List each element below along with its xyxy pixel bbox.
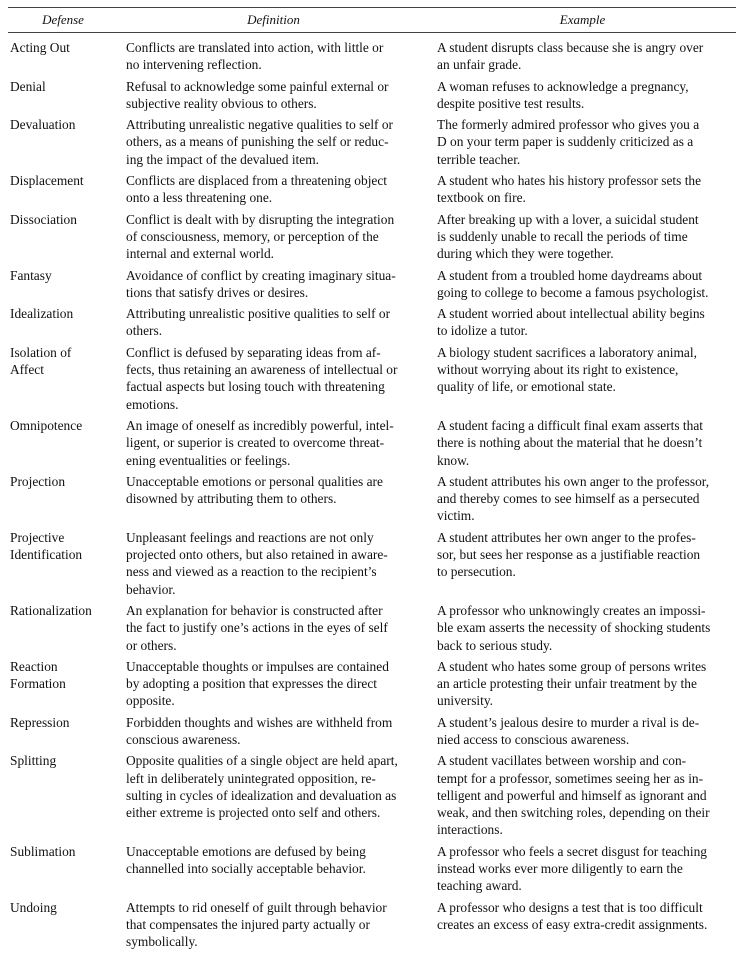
table-row <box>8 897 736 953</box>
defense-definition: Attempts to rid oneself of guilt through behavior that compensates the injured party actually or symbolically. <box>126 899 387 950</box>
defense-name: Acting Out <box>10 40 70 55</box>
table-row <box>8 303 736 342</box>
defense-definition: Unacceptable emotions or personal qualities are disowned by attributing them to others. <box>126 473 383 507</box>
defense-definition: Unacceptable thoughts or impulses are contained by adopting a position that expresses the direct opposite. <box>126 658 389 709</box>
table-row <box>8 209 736 265</box>
table-body <box>8 33 736 953</box>
defense-example: After breaking up with a lover, a suicidal student is suddenly unable to recall the periods of time during which they were together. <box>437 211 699 262</box>
defense-name: Displacement <box>10 173 84 189</box>
header-definition: Definition <box>118 8 429 33</box>
defense-definition: Conflict is defused by separating ideas from af- fects, thus retaining an awareness of intellectual or factual aspects but losing touch with threatening emotions. <box>126 344 398 412</box>
defense-name: Projection <box>10 473 66 489</box>
defense-name: Omnipotence <box>10 417 83 433</box>
defense-definition: Avoidance of conflict by creating imaginary situa- tions that satisfy drives or desires. <box>126 267 396 300</box>
defense-definition: Conflicts are translated into action, with little or no intervening reflection. <box>126 40 384 73</box>
table-row <box>8 527 736 600</box>
defense-example: A student vacillates between worship and con- tempt for a professor, sometimes seeing her as in- telligent and powerful and himself as ignorant and weak, and then switching roles, depending on their interactions. <box>437 753 710 838</box>
defense-example: A student’s jealous desire to murder a rival is de- nied access to conscious awareness. <box>437 714 700 747</box>
defense-name: Rationalization <box>10 602 92 618</box>
table-row <box>8 415 736 471</box>
table-row <box>8 114 736 170</box>
table-row <box>8 841 736 897</box>
table-row <box>8 170 736 209</box>
defense-example: A professor who feels a secret disgust for teaching instead works ever more diligently to earn the teaching award. <box>437 843 707 894</box>
defense-name: Isolation of Affect <box>10 344 72 378</box>
defense-definition: Unpleasant feelings and reactions are not only projected onto others, but also retained in aware- ness and viewed as a reaction to the recipient’s behavior. <box>126 529 388 597</box>
defense-name: Projective Identification <box>10 529 83 563</box>
defense-example: A professor who unknowingly creates an impossi- ble exam asserts the necessity of shocking students back to serious study. <box>437 602 711 653</box>
defense-example: A biology student sacrifices a laboratory animal, without worrying about its right to existence, quality of life, or emotional state. <box>437 344 697 395</box>
defense-example: A student worried about intellectual ability begins to idolize a tutor. <box>437 306 705 339</box>
header-example: Example <box>429 8 736 33</box>
table-header <box>8 8 736 33</box>
table-row <box>8 750 736 840</box>
defense-mechanisms-table <box>8 7 736 953</box>
defense-definition: Opposite qualities of a single object are held apart, left in deliberately unintegrated opposition, re- sulting in cycles of idealization and devaluation as either extreme is projected onto self and others. <box>126 753 398 821</box>
defense-definition: Conflict is dealt with by disrupting the integration of consciousness, memory, or perception of the internal and external world. <box>126 211 395 262</box>
defense-name: Fantasy <box>10 267 52 283</box>
table-row <box>8 265 736 304</box>
defense-definition: Attributing unrealistic positive qualities to self or others. <box>126 306 391 339</box>
defense-definition: Unacceptable emotions are defused by being channelled into socially acceptable behavior. <box>126 843 366 877</box>
table-row <box>8 656 736 712</box>
table-row <box>8 712 736 751</box>
defense-name: Repression <box>10 714 70 730</box>
defense-example: A professor who designs a test that is too difficult creates an excess of easy extra-credit assignments. <box>437 899 708 932</box>
defense-definition: Conflicts are displaced from a threatening object onto a less threatening one. <box>126 173 388 206</box>
defense-example: A student who hates his history professor sets the textbook on fire. <box>437 173 702 206</box>
table-row <box>8 342 736 415</box>
header-defense: Defense <box>8 8 118 33</box>
header-row <box>8 8 736 33</box>
defense-definition: An image of oneself as incredibly powerful, intel- ligent, or superior is created to overcome threat- ening eventualities or feelings. <box>126 417 394 468</box>
defense-name: Sublimation <box>10 843 76 859</box>
defense-example: A student who hates some group of persons writes an article protesting their unfair treatment by the university. <box>437 658 707 709</box>
table-row <box>8 33 736 76</box>
defense-example: A woman refuses to acknowledge a pregnancy, despite positive test results. <box>437 78 689 111</box>
table-row <box>8 600 736 656</box>
table-row <box>8 76 736 115</box>
defense-definition: An explanation for behavior is constructed after the fact to justify one’s actions in the eyes of self or others. <box>126 602 388 653</box>
defense-definition: Forbidden thoughts and wishes are withheld from conscious awareness. <box>126 714 393 747</box>
defense-name: Reaction Formation <box>10 658 66 692</box>
defense-definition: Refusal to acknowledge some painful external or subjective reality obvious to others. <box>126 78 389 111</box>
defense-definition: Attributing unrealistic negative qualities to self or others, as a means of punishing the self or reduc- ing the impact of the devalued item. <box>126 117 394 167</box>
defense-name: Splitting <box>10 753 57 769</box>
defense-example: A student facing a difficult final exam asserts that there is nothing about the material that he doesn’t know. <box>437 417 704 468</box>
defense-name: Idealization <box>10 306 74 322</box>
defense-example: A student attributes his own anger to the professor, and thereby comes to see himself as a persecuted victim. <box>437 473 710 524</box>
defense-name: Undoing <box>10 899 57 915</box>
defense-name: Denial <box>10 78 46 94</box>
defense-example: A student from a troubled home daydreams about going to college to become a famous psychologist. <box>437 267 709 300</box>
defense-example: A student disrupts class because she is angry over an unfair grade. <box>437 40 704 73</box>
defense-name: Devaluation <box>10 117 76 133</box>
defense-example: The formerly admired professor who gives you a D on your term paper is suddenly criticized as a terrible teacher. <box>437 117 700 167</box>
defense-example: A student attributes her own anger to the profes- sor, but sees her response as a justifiable reaction to persecution. <box>437 529 701 580</box>
defense-name: Dissociation <box>10 211 77 227</box>
table-row <box>8 471 736 527</box>
